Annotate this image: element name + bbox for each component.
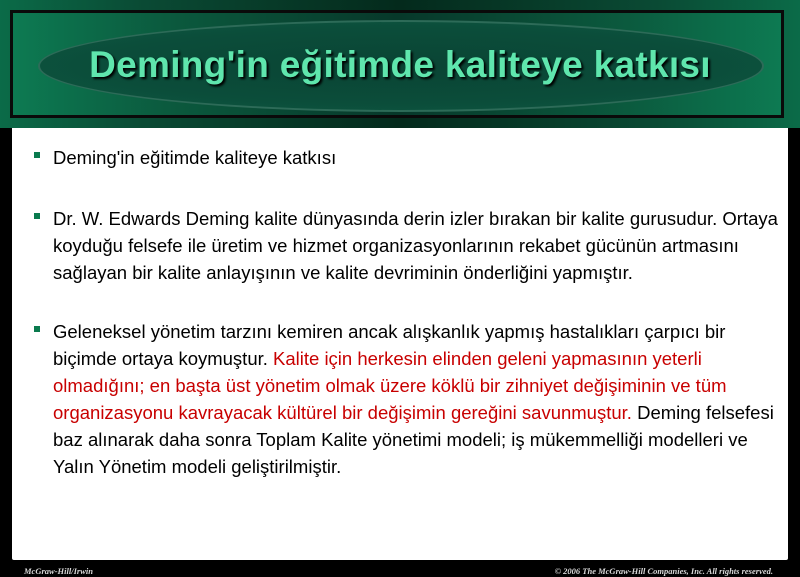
bullet-text-2: Dr. W. Edwards Deming kalite dünyasında derin izler bırakan bir kalite gurusudur. Ortaya koyduğu felsefe ile üretim ve hizmet organizasyonlarının rekabet gücünün artmasını sağlayan bir kalite anlayışının ve kalite devriminin önderliğini yapmıştır.: [53, 208, 778, 283]
bullet-text-3-start: Geleneksel yönetim tarzını kemiren ancak alışkanlık yapmış hastalıkları çarpıcı bir biçimde ortaya koymuştur.: [53, 321, 726, 369]
bullet-text-3: [53, 318, 778, 480]
bullet-text-3-end: Deming felsefesi baz alınarak daha sonra Toplam Kalite yönetimi modeli; iş mükemmelliği modelleri ve Yalın Yönetim modeli geliştirilmiştir.: [53, 402, 774, 477]
square-bullet-icon: [34, 326, 40, 332]
title-banner: [0, 0, 800, 128]
bullet-text-1: Deming'in eğitimde kaliteye katkısı: [53, 147, 337, 168]
content-area: [12, 128, 788, 560]
footer-publisher: McGraw-Hill/Irwin: [24, 566, 93, 576]
square-bullet-icon: [34, 152, 40, 158]
bullet-text-3-highlight: Kalite için herkesin elinden geleni yapmasının yeterli olmadığını; en başta üst yönetim olmak üzere köklü bir zihniyet değişiminin ve tüm organizasyonu kavrayacak kültürel bir değişimin gereğini savunmuştur.: [53, 348, 727, 423]
square-bullet-icon: [34, 213, 40, 219]
slide-title: Deming'in eğitimde kaliteye katkısı: [89, 44, 711, 85]
footer-copyright: © 2006 The McGraw-Hill Companies, Inc. All rights reserved.: [554, 566, 773, 576]
